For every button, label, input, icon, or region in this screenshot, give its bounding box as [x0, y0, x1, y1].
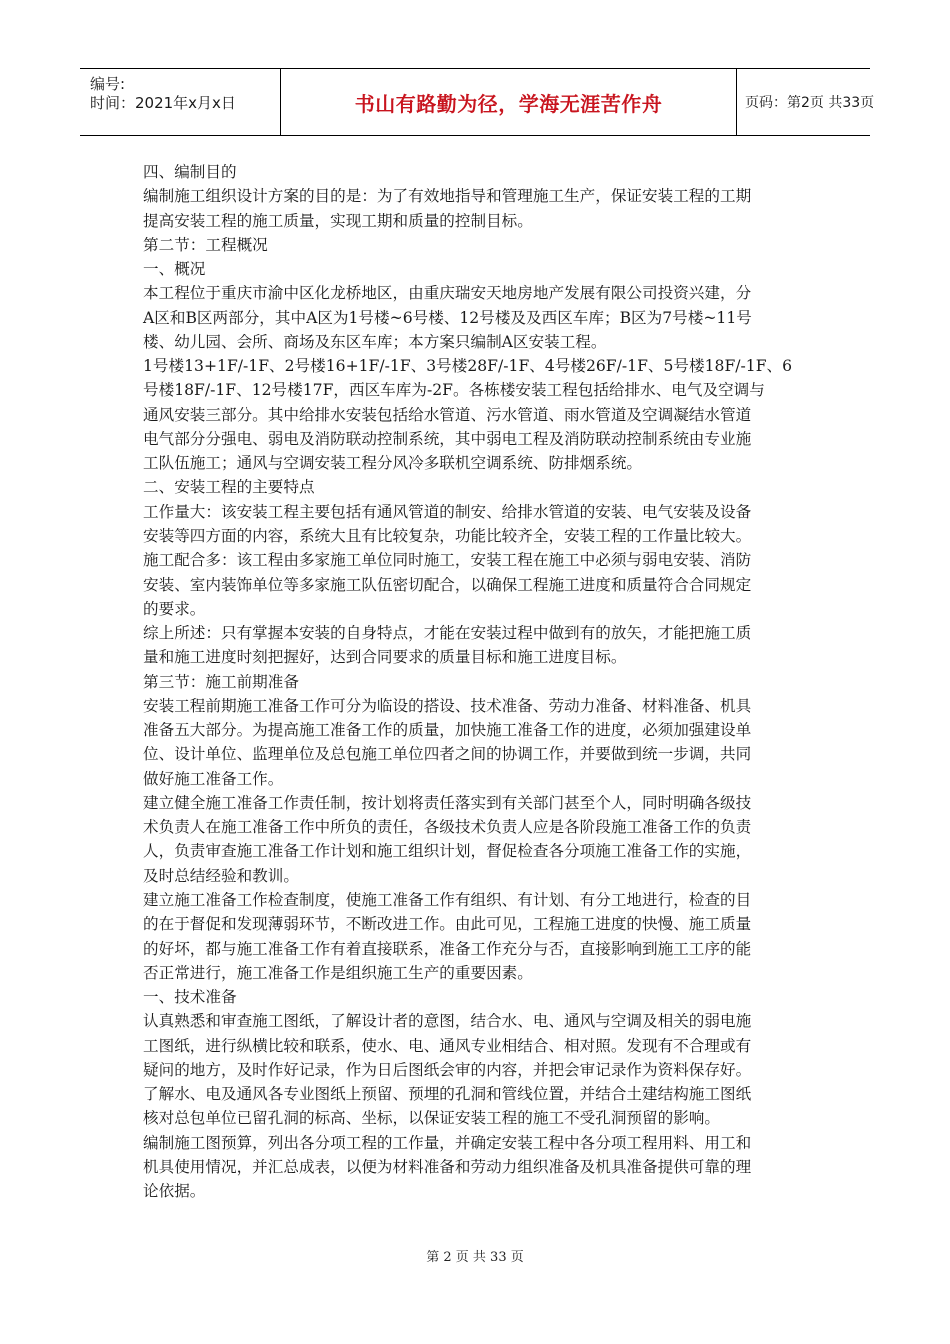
body-text-line: 工队伍施工；通风与空调安装工程分风冷多联机空调系统、防排烟系统。	[143, 454, 643, 473]
body-text-line: 术负责人在施工准备工作中所负的责任，各级技术负责人应是各阶段施工准备工作的负责	[143, 818, 752, 837]
body-text-line: 一、概况	[143, 260, 206, 279]
header-motto-cell	[280, 69, 737, 135]
body-text-line: 楼、幼儿园、会所、商场及东区车库；本方案只编制A区安装工程。	[143, 332, 607, 351]
body-text-line: 核对总包单位已留孔洞的标高、坐标，以保证安装工程的施工不受孔洞预留的影响。	[143, 1109, 720, 1128]
body-text-line: 否正常进行，施工准备工作是组织施工生产的重要因素。	[143, 963, 533, 982]
body-text-line: 建立健全施工准备工作责任制，按计划将责任落实到有关部门甚至个人，同时明确各级技	[143, 793, 752, 812]
body-text-line: 及时总结经验和教训。	[143, 866, 299, 885]
body-text-line: 论依据。	[143, 1182, 206, 1201]
body-text-line: 准备五大部分。为提高施工准备工作的质量，加快施工准备工作的进度，必须加强建设单	[143, 721, 752, 740]
body-text-line: 了解水、电及通风各专业图纸上预留、预埋的孔洞和管线位置，并结合土建结构施工图纸	[143, 1085, 752, 1104]
body-text-line: 人，负责审查施工准备工作计划和施工组织计划，督促检查各分项施工准备工作的实施，	[143, 842, 752, 861]
header-page-cell	[737, 69, 875, 135]
body-text-line: 1号楼13+1F/-1F、2号楼16+1F/-1F、3号楼28F/-1F、4号楼26F/-1F、5号楼18F/-1F、6	[143, 357, 793, 376]
body-text-line: 建立施工准备工作检查制度，使施工准备工作有组织、有计划、有分工地进行，检查的目	[143, 890, 752, 909]
page-header	[80, 68, 875, 136]
body-text-line: 机具使用情况，并汇总成表，以便为材料准备和劳动力组织准备及机具准备提供可靠的理	[143, 1157, 752, 1176]
body-text-line: 的好坏，都与施工准备工作有着直接联系，准备工作充分与否，直接影响到施工工序的能	[143, 939, 752, 958]
body-text-line: 电气部分分强电、弱电及消防联动控制系统，其中弱电工程及消防联动控制系统由专业施	[143, 429, 752, 448]
body-text-line: 第三节：施工前期准备	[143, 672, 299, 691]
body-text-line: 疑问的地方，及时作好记录，作为日后图纸会审的内容，并把会审记录作为资料保存好。	[143, 1060, 752, 1079]
body-text-line: 的在于督促和发现薄弱环节，不断改进工作。由此可见，工程施工进度的快慢、施工质量	[143, 915, 752, 934]
body-text-line: 编制施工组织设计方案的目的是：为了有效地指导和管理施工生产，保证安装工程的工期	[143, 187, 752, 206]
header-meta	[80, 69, 280, 135]
page-footer: 第 2 页 共 33 页	[426, 1250, 524, 1265]
body-text-line: 编制施工图预算，列出各分项工程的工作量，并确定安装工程中各分项工程用料、用工和	[143, 1133, 752, 1152]
body-text-line: 四、编制目的	[143, 163, 237, 181]
body-text-line: 综上所述：只有掌握本安装的自身特点，才能在安装过程中做到有的放矢，才能把施工质	[143, 624, 752, 643]
document-body	[143, 160, 813, 1203]
body-text-line: 提高安装工程的施工质量，实现工期和质量的控制目标。	[143, 211, 533, 230]
body-text-line: 安装等四方面的内容，系统大且有比较复杂，功能比较齐全，安装工程的工作量比较大。	[143, 526, 752, 545]
body-text-line: 的要求。	[143, 599, 206, 618]
body-text-line: 量和施工进度时刻把握好，达到合同要求的质量目标和施工进度目标。	[143, 648, 627, 667]
document-date: 时间：2021年x月x日	[90, 94, 236, 112]
body-text-line: 本工程位于重庆市渝中区化龙桥地区，由重庆瑞安天地房地产发展有限公司投资兴建，分	[143, 284, 752, 303]
body-text-line: A区和B区两部分，其中A区为1号楼~6号楼、12号楼及及西区车库；B区为7号楼~11号	[143, 308, 752, 327]
body-text-line: 第二节：工程概况	[143, 235, 268, 254]
body-text-line: 工图纸，进行纵横比较和联系，使水、电、通风专业相结合、相对照。发现有不合理或有	[143, 1036, 752, 1055]
body-text-line: 安装工程前期施工准备工作可分为临设的搭设、技术准备、劳动力准备、材料准备、机具	[143, 696, 752, 715]
header-page-info: 页码：第2页 共33页	[745, 95, 875, 111]
body-text-line: 施工配合多：该工程由多家施工单位同时施工，安装工程在施工中必须与弱电安装、消防	[143, 551, 752, 570]
body-text-line: 位、设计单位、监理单位及总包施工单位四者之间的协调工作，并要做到统一步调，共同	[143, 745, 752, 764]
body-text-line: 号楼18F/-1F、12号楼17F，西区车库为-2F。各栋楼安装工程包括给排水、电气及空调与	[143, 381, 765, 400]
body-text-line: 通风安装三部分。其中给排水安装包括给水管道、污水管道、雨水管道及空调凝结水管道	[143, 405, 752, 424]
body-text-line: 一、技术准备	[143, 988, 237, 1007]
document-number-label: 编号:	[90, 75, 126, 93]
body-text-line: 认真熟悉和审查施工图纸，了解设计者的意图，结合水、电、通风与空调及相关的弱电施	[143, 1012, 752, 1031]
header-motto: 书山有路勤为径，学海无涯苦作舟	[354, 91, 663, 116]
body-text-line: 做好施工准备工作。	[143, 769, 284, 788]
body-text-line: 工作量大：该安装工程主要包括有通风管道的制安、给排水管道的安装、电气安装及设备	[143, 502, 752, 521]
body-text-line: 安装、室内装饰单位等多家施工队伍密切配合，以确保工程施工进度和质量符合合同规定	[143, 575, 752, 594]
body-text-line: 二、安装工程的主要特点	[143, 478, 315, 497]
